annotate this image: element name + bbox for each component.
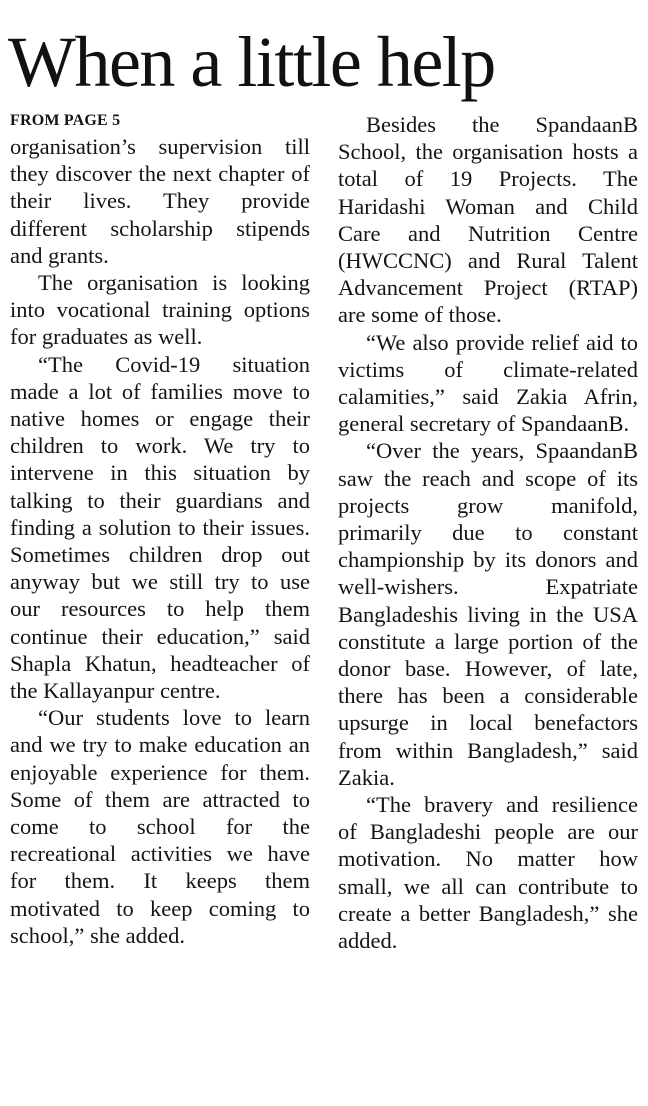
paragraph: “The bravery and resilience of Bangladeshi people are our motivation. No matter how small, we all can contribute to create a better Bangladesh,” she added. — [338, 792, 638, 954]
continued-from-kicker: FROM PAGE 5 — [10, 112, 121, 129]
paragraph: organisation’s supervision till they discover the next chapter of their lives. They provide different scholarship stipends and grants. — [10, 134, 310, 268]
paragraph: “Over the years, SpaandanB saw the reach and scope of its projects grow manifold, primarily due to constant championship by its donors and well-wishers. Expatriate Bangladeshis living in the USA constitute a large portion of the donor base. However, of late, there has been a considerable upsurge in local benefactors from within Bangladesh,” said Zakia. — [338, 438, 638, 790]
paragraph: Besides the SpandaanB School, the organisation hosts a total of 19 Projects. The Haridashi Woman and Child Care and Nutrition Centre (HWCCNC) and Rural Talent Advancement Project (RTAP) are some of those. — [338, 112, 638, 328]
headline: When a little help — [8, 22, 495, 102]
paragraph: “The Covid-19 situation made a lot of families move to native homes or engage their children to work. We try to intervene in this situation by talking to their guardians and finding a solution to their issues. Sometimes children drop out anyway but we still try to use our resources to help them continue their education,” said Shapla Khatun, headteacher of the Kallayanpur centre. — [10, 351, 310, 704]
left-column — [10, 110, 310, 949]
right-column — [338, 111, 638, 954]
paragraph: “We also provide relief aid to victims of climate-related calamities,” said Zakia Afrin, general secretary of SpandaanB. — [338, 329, 638, 437]
paragraph: “Our students love to learn and we try to make education an enjoyable experience for them. Some of them are attracted to come to school for the recreational activities we have for them. It keeps them motivated to keep coming to school,” she added. — [10, 705, 310, 948]
paragraph: The organisation is looking into vocational training options for graduates as well. — [10, 270, 310, 350]
